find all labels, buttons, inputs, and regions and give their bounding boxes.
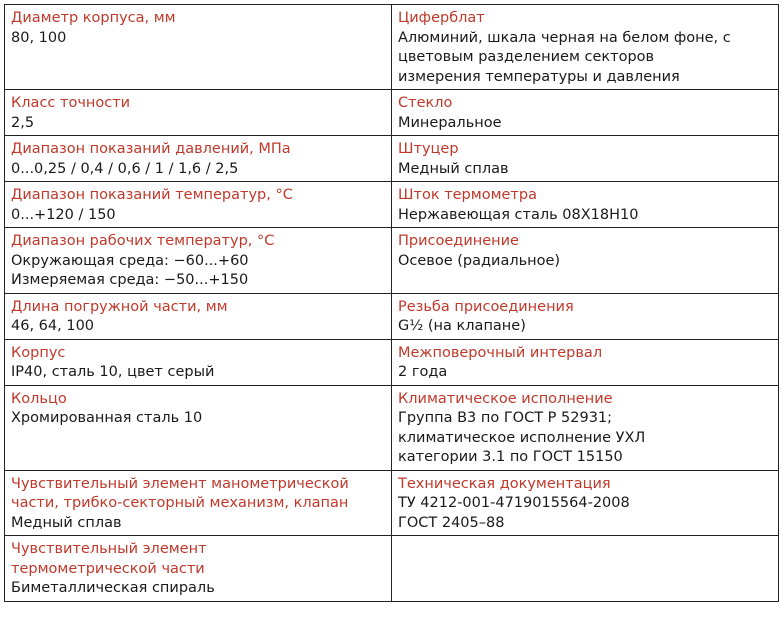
spec-label: Циферблат: [398, 10, 485, 26]
spec-value: 80, 100: [11, 29, 67, 46]
spec-cell: [392, 182, 779, 228]
spec-cell: [392, 470, 779, 536]
table-row: [5, 536, 779, 602]
spec-label: Резьба присоединения: [398, 298, 574, 315]
spec-label: Шток термометра: [398, 187, 537, 203]
table-row: [5, 5, 779, 90]
spec-value: Медный сплав: [398, 160, 509, 177]
spec-label: Межповерочный интервал: [398, 344, 603, 361]
empty-cell: [392, 536, 779, 602]
spec-label: Длина погружной части, мм: [11, 298, 228, 315]
table-row: [5, 385, 779, 470]
spec-label: Чувствительный элемент термометрической части: [11, 541, 207, 577]
spec-value: 0...0,25 / 0,4 / 0,6 / 1 / 1,6 / 2,5: [11, 160, 239, 177]
table-row: [5, 136, 779, 182]
spec-cell: [392, 228, 779, 294]
spec-value: G½ (на клапане): [398, 318, 526, 334]
spec-cell: [392, 5, 779, 90]
spec-cell: [5, 182, 392, 228]
spec-cell: [5, 228, 392, 294]
table-row: [5, 90, 779, 136]
spec-label: Корпус: [11, 344, 66, 361]
table-row: [5, 293, 779, 339]
table-row: [5, 470, 779, 536]
spec-value: IP40, сталь 10, цвет серый: [11, 364, 215, 380]
spec-value: Минеральное: [398, 114, 502, 131]
spec-cell: [5, 5, 392, 90]
spec-label: Диапазон показаний температур, °С: [11, 187, 293, 203]
spec-label: Диапазон показаний давлений, МПа: [11, 141, 291, 157]
table-row: [5, 228, 779, 294]
spec-cell: [392, 385, 779, 470]
spec-cell: [5, 293, 392, 339]
spec-label: Стекло: [398, 95, 453, 111]
table-row: [5, 339, 779, 385]
spec-label: Кольцо: [11, 390, 67, 407]
spec-value: 2 года: [398, 364, 448, 380]
spec-value: 0...+120 / 150: [11, 206, 116, 223]
spec-label: Чувствительный элемент манометрической части, трибко-секторный механизм, клапан: [11, 475, 349, 511]
spec-value: Медный сплав: [11, 514, 122, 531]
spec-value: Биметаллическая спираль: [11, 580, 215, 596]
spec-label: Техническая документация: [398, 475, 611, 492]
spec-cell: [5, 385, 392, 470]
spec-value: ТУ 4212-001-4719015564-2008 ГОСТ 2405–88: [398, 495, 630, 531]
spec-value: Осевое (радиальное): [398, 252, 561, 269]
spec-cell: [5, 136, 392, 182]
spec-cell: [392, 293, 779, 339]
spec-value: Нержавеющая сталь 08Х18Н10: [398, 206, 639, 223]
spec-cell: [5, 470, 392, 536]
spec-value: 46, 64, 100: [11, 318, 95, 334]
spec-value: Алюминий, шкала черная на белом фоне, с цветовым разделением секторов измерения температуры и давления: [398, 29, 731, 85]
spec-cell: [392, 136, 779, 182]
spec-cell: [5, 90, 392, 136]
spec-value: Группа В3 по ГОСТ Р 52931; климатическое исполнение УХЛ категории 3.1 по ГОСТ 15150: [398, 410, 646, 465]
spec-value: Окружающая среда: −60...+60 Измеряемая среда: −50...+150: [11, 252, 249, 288]
spec-value: 2,5: [11, 114, 35, 131]
spec-label: Штуцер: [398, 141, 459, 157]
spec-label: Климатическое исполнение: [398, 390, 613, 407]
specifications-table: [4, 4, 779, 602]
spec-label: Диапазон рабочих температур, °С: [11, 233, 275, 249]
spec-label: Класс точности: [11, 95, 131, 111]
spec-cell: [392, 90, 779, 136]
spec-cell: [5, 536, 392, 602]
spec-cell: [392, 339, 779, 385]
spec-value: Хромированная сталь 10: [11, 410, 203, 426]
table-row: [5, 182, 779, 228]
spec-label: Диаметр корпуса, мм: [11, 10, 176, 26]
spec-cell: [5, 339, 392, 385]
spec-label: Присоединение: [398, 233, 519, 249]
